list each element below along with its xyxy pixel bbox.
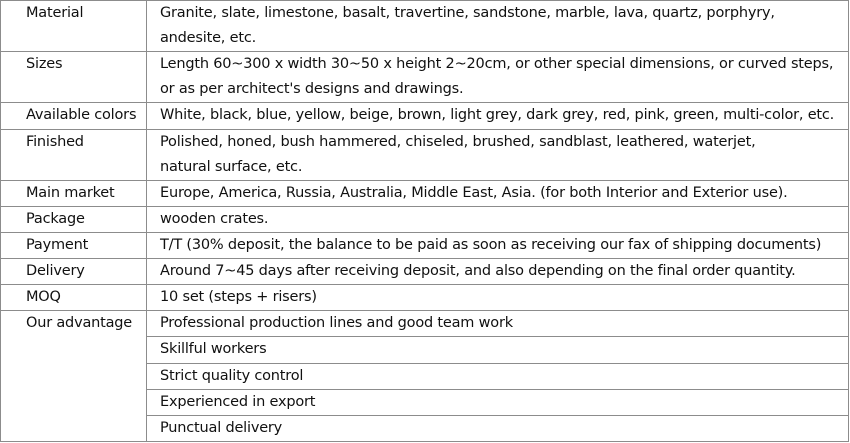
row-value-line: wooden crates. [160,210,269,227]
row-label-finished [1,129,147,180]
row-value-sizes [147,52,849,103]
table-row-payment [1,232,849,258]
table-row-delivery [1,259,849,285]
table-row-finished [1,129,849,180]
row-label-text: Sizes [26,56,63,73]
advantage-item [147,389,849,415]
advantage-item-text: Professional production lines and good team work [160,315,513,332]
advantage-item-text: Strict quality control [160,367,304,384]
row-label-text: Package [26,210,85,227]
row-label-package [1,206,147,232]
table-row-advantage [1,311,849,337]
row-value-line: Length 60~300 x width 30~50 x height 2~20cm, or other special dimensions, or curved steps, [160,56,834,73]
row-label-our-advantage [1,311,147,442]
table-row-moq [1,285,849,311]
row-value-material [147,1,849,52]
row-label-text: Our advantage [26,315,133,332]
row-value-line: or as per architect's designs and drawings. [160,81,464,98]
table-row-material [1,1,849,52]
table-row-package [1,206,849,232]
row-label-available-colors [1,103,147,129]
row-label-text: Available colors [26,107,137,124]
row-value-payment [147,232,849,258]
row-value-line: Around 7~45 days after receiving deposit, and also depending on the final order quantity. [160,263,796,280]
table-row-main-market [1,180,849,206]
table-row-available-colors [1,103,849,129]
row-label-text: MOQ [26,289,61,306]
advantage-item-text: Punctual delivery [160,419,283,436]
row-label-moq [1,285,147,311]
advantage-item [147,311,849,337]
row-value-line: Polished, honed, bush hammered, chiseled, brushed, sandblast, leathered, waterjet, [160,133,756,150]
table-row-sizes [1,52,849,103]
row-value-line: 10 set (steps + risers) [160,289,317,306]
row-value-available-colors [147,103,849,129]
row-value-main-market [147,180,849,206]
advantage-item [147,363,849,389]
advantage-item-text: Experienced in export [160,393,316,410]
row-value-line: natural surface, etc. [160,158,303,175]
row-value-finished [147,129,849,180]
row-value-line: Granite, slate, limestone, basalt, travertine, sandstone, marble, lava, quartz, porphyry, [160,5,775,21]
row-value-line: T/T (30% deposit, the balance to be paid as soon as receiving our fax of shipping documents) [160,236,822,253]
row-value-line: Europe, America, Russia, Australia, Middle East, Asia. (for both Interior and Exterior use). [160,184,788,201]
row-label-text: Material [26,5,84,21]
row-value-package [147,206,849,232]
row-label-delivery [1,259,147,285]
row-label-text: Main market [26,184,115,201]
row-label-main-market [1,180,147,206]
row-value-moq [147,285,849,311]
advantage-item-text: Skillful workers [160,341,267,358]
row-label-payment [1,232,147,258]
row-value-line: White, black, blue, yellow, beige, brown, light grey, dark grey, red, pink, green, multi-color, etc. [160,107,835,124]
row-label-text: Finished [26,133,84,150]
advantage-item [147,337,849,363]
row-label-text: Delivery [26,263,85,280]
row-label-material [1,1,147,52]
row-value-line: andesite, etc. [160,30,256,46]
row-value-delivery [147,259,849,285]
row-label-text: Payment [26,236,89,253]
advantage-item [147,415,849,441]
row-label-sizes [1,52,147,103]
